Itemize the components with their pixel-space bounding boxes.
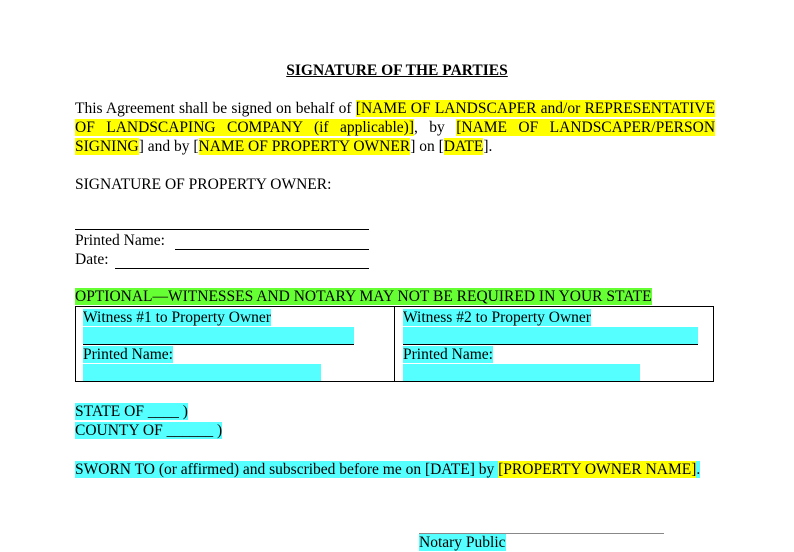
sworn-end: . [696,461,701,478]
witness-2-printed-name-label: Printed Name: [403,346,493,363]
witness-1-printed-name-line [83,381,321,382]
county-of-line: COUNTY OF ______ ) [75,422,223,439]
notary-public-label: Notary Public [419,534,506,551]
witness-2-printed-name-field[interactable] [403,364,640,382]
optional-notice [75,288,695,306]
owner-printed-name-line[interactable] [175,249,369,250]
witness-2-box [394,306,714,382]
witness-1-printed-name-label: Printed Name: [83,346,173,363]
witness-1-box [75,306,395,382]
owner-signature-line[interactable] [75,229,369,230]
witness-1-printed-name-field[interactable] [83,364,321,382]
optional-notice-text: OPTIONAL—WITNESSES AND NOTARY MAY NOT BE REQUIRED IN YOUR STATE [75,288,652,305]
property-owner-placeholder: NAME OF PROPERTY OWNER [198,138,411,155]
agreement-text-2: , by [414,119,457,136]
date-placeholder: DATE [443,138,484,155]
witness-2-label: Witness #2 to Property Owner [403,309,591,326]
state-of-line: STATE OF ____ ) [75,403,188,420]
witness-2-printed-name-line [403,381,640,382]
agreement-text-4: ] on [ [410,138,444,155]
agreement-paragraph [75,99,715,156]
sworn-text: SWORN TO (or affirmed) and subscribed before me on [DATE] by [75,461,499,478]
property-owner-name-placeholder: [PROPERTY OWNER NAME] [498,461,697,478]
agreement-text-1: This Agreement shall be signed on behalf of [75,100,356,117]
agreement-text-5: ]. [483,138,493,155]
witness-2-signature-field[interactable] [403,327,698,345]
landscaper-name-placeholder: [NAME OF LANDSCAPER and/or REPRESENTATIVE OF LANDSCAPING COMPANY (if applicable)] [75,100,715,136]
owner-signature-heading: SIGNATURE OF PROPERTY OWNER: [75,176,332,193]
witness-1-signature-field[interactable] [83,327,354,345]
owner-date-label: Date: [75,251,109,268]
sworn-paragraph [75,460,715,479]
witness-1-signature-line [83,344,354,345]
witness-1-label: Witness #1 to Property Owner [83,309,271,326]
agreement-text-3: ] and by [ [138,138,199,155]
owner-date-line[interactable] [115,268,369,269]
document-title: SIGNATURE OF THE PARTIES [286,62,508,79]
owner-printed-name-label: Printed Name: [75,232,165,249]
witness-2-signature-line [403,344,698,345]
person-signing-placeholder: [NAME OF LANDSCAPER/PERSON SIGNING [75,119,716,155]
